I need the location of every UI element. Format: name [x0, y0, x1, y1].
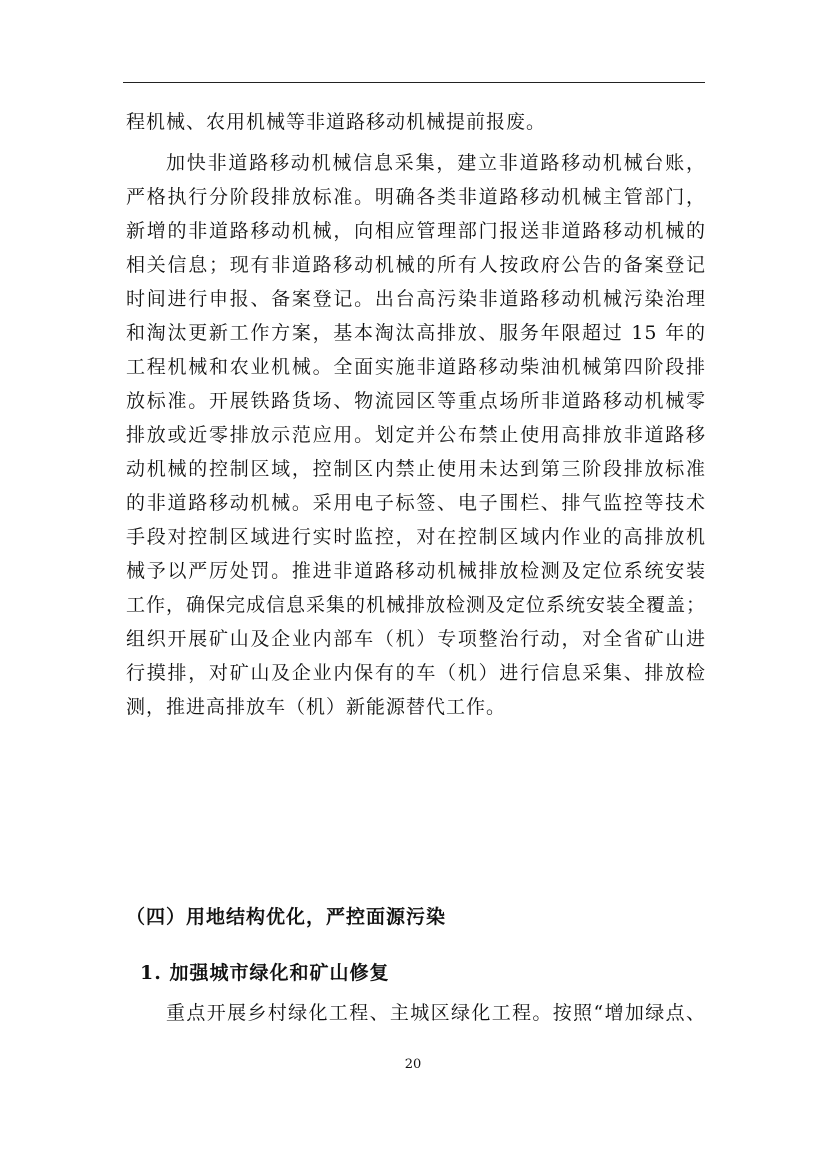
section-heading: （四）用地结构优化，严控面源污染 [126, 906, 447, 928]
text-line: 和淘汰更新工作方案，基本淘汰高排放、服务年限超过 15 年的 [126, 322, 706, 344]
paragraph-nonroad-machinery [126, 146, 706, 724]
paragraph-continued [126, 105, 706, 139]
paragraph-greening [126, 996, 706, 1030]
text-line: 测，推进高排放车（机）新能源替代工作。 [126, 696, 507, 718]
text-line: 动机械的控制区域，控制区内禁止使用未达到第三阶段排放标准 [126, 458, 706, 480]
text-line: 放标准。开展铁路货场、物流园区等重点场所非道路移动机械零 [126, 390, 706, 412]
text-line: 时间进行申报、备案登记。出台高污染非道路移动机械污染治理 [126, 288, 706, 310]
text-line: 械予以严厉处罚。推进非道路移动机械排放检测及定位系统安装 [126, 560, 706, 582]
text-line: 组织开展矿山及企业内部车（机）专项整治行动，对全省矿山进 [126, 628, 706, 650]
subsection-heading: 1. 加强城市绿化和矿山修复 [140, 962, 390, 984]
text-line: 重点开展乡村绿化工程、主城区绿化工程。按照“增加绿点、 [166, 1002, 706, 1024]
text-line: 程机械、农用机械等非道路移动机械提前报废。 [126, 111, 547, 133]
text-line: 的非道路移动机械。采用电子标签、电子围栏、排气监控等技术 [126, 492, 706, 514]
page-number: 20 [404, 1057, 422, 1072]
text-line: 严格执行分阶段排放标准。明确各类非道路移动机械主管部门， [126, 186, 706, 208]
header-rule [123, 82, 705, 83]
text-line: 工作，确保完成信息采集的机械排放检测及定位系统安装全覆盖； [126, 594, 707, 616]
text-line: 排放或近零排放示范应用。划定并公布禁止使用高排放非道路移 [126, 424, 706, 446]
text-line: 相关信息；现有非道路移动机械的所有人按政府公告的备案登记 [126, 254, 706, 276]
text-line: 工程机械和农业机械。全面实施非道路移动柴油机械第四阶段排 [126, 356, 706, 378]
text-line: 行摸排，对矿山及企业内保有的车（机）进行信息采集、排放检 [126, 662, 706, 684]
text-line: 新增的非道路移动机械，向相应管理部门报送非道路移动机械的 [126, 220, 706, 242]
text-line: 加快非道路移动机械信息采集，建立非道路移动机械台账， [166, 152, 706, 174]
text-line: 手段对控制区域进行实时监控，对在控制区域内作业的高排放机 [126, 526, 706, 548]
